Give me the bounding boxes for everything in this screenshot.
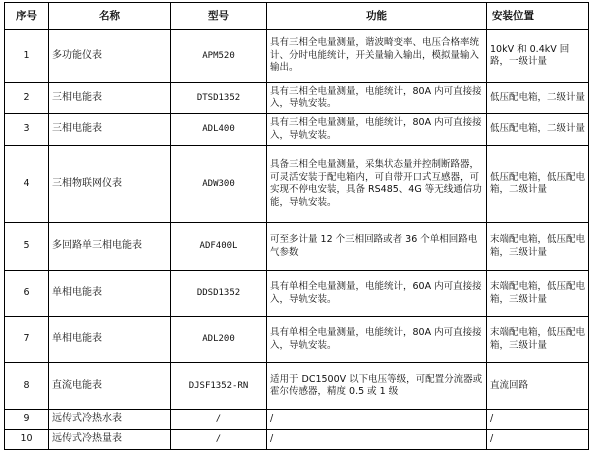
cell-function: 具有单相全电量测量，电能统计，80A 内可直接接入，导轨安装。 [267, 317, 487, 363]
header-name: 名称 [49, 3, 171, 30]
table-row [5, 410, 589, 430]
cell-function: 适用于 DC1500V 以下电压等级，可配置分流器或霍尔传感器，精度 0.5 或 1 级 [267, 363, 487, 410]
cell-location: 末端配电箱，低压配电箱，三级计量 [487, 271, 589, 317]
header-row [5, 3, 589, 30]
cell-location: / [487, 430, 589, 450]
cell-location: 10kV 和 0.4kV 回路，一级计量 [487, 30, 589, 83]
cell-function: 具有三相全电量测量，谐波畸变率、电压合格率统计、分时电能统计，开关量输入输出，模拟量输入输出。 [267, 30, 487, 83]
header-no: 序号 [5, 3, 49, 30]
cell-location: 低压配电箱，低压配电箱，二级计量 [487, 146, 589, 223]
table-row [5, 223, 589, 271]
cell-function: / [267, 430, 487, 450]
cell-model: ADL400 [171, 114, 267, 146]
meter-spec-table [4, 2, 589, 450]
cell-name: 三相物联网仪表 [49, 146, 171, 223]
cell-model: ADF400L [171, 223, 267, 271]
table-row [5, 146, 589, 223]
header-function: 功能 [267, 3, 487, 30]
table-row [5, 363, 589, 410]
cell-no: 5 [5, 223, 49, 271]
table-row [5, 430, 589, 450]
cell-no: 3 [5, 114, 49, 146]
cell-function: 具有三相全电量测量，电能统计，80A 内可直接接入，导轨安装。 [267, 83, 487, 114]
cell-model: / [171, 410, 267, 430]
cell-model: DJSF1352-RN [171, 363, 267, 410]
cell-no: 9 [5, 410, 49, 430]
cell-function: 可至多计量 12 个三相回路或者 36 个单相回路电气参数 [267, 223, 487, 271]
cell-no: 10 [5, 430, 49, 450]
table-row [5, 114, 589, 146]
cell-function: / [267, 410, 487, 430]
cell-model: APM520 [171, 30, 267, 83]
cell-no: 2 [5, 83, 49, 114]
cell-location: 直流回路 [487, 363, 589, 410]
cell-name: 远传式冷热量表 [49, 430, 171, 450]
cell-no: 8 [5, 363, 49, 410]
cell-location: 低压配电箱，二级计量 [487, 114, 589, 146]
cell-model: ADW300 [171, 146, 267, 223]
cell-location: 末端配电箱，低压配电箱，三级计量 [487, 317, 589, 363]
cell-location: 低压配电箱，二级计量 [487, 83, 589, 114]
cell-name: 单相电能表 [49, 271, 171, 317]
cell-model: ADL200 [171, 317, 267, 363]
table-row [5, 271, 589, 317]
cell-name: 三相电能表 [49, 83, 171, 114]
cell-no: 7 [5, 317, 49, 363]
cell-location: / [487, 410, 589, 430]
header-location: 安装位置 [487, 3, 589, 30]
cell-function: 具有单相全电量测量，电能统计，60A 内可直接接入，导轨安装。 [267, 271, 487, 317]
cell-name: 单相电能表 [49, 317, 171, 363]
cell-no: 1 [5, 30, 49, 83]
cell-name: 多回路单三相电能表 [49, 223, 171, 271]
cell-function: 具备三相全电量测量，采集状态量并控制断路器，可灵活安装于配电箱内，可自带开口式互感器，可实现不停电安装，具备 RS485、4G 等无线通信功能，导轨安装。 [267, 146, 487, 223]
table-row [5, 83, 589, 114]
cell-name: 直流电能表 [49, 363, 171, 410]
table-row [5, 317, 589, 363]
header-model: 型号 [171, 3, 267, 30]
cell-function: 具有三相全电量测量，电能统计，80A 内可直接接入，导轨安装。 [267, 114, 487, 146]
cell-model: DDSD1352 [171, 271, 267, 317]
cell-location: 末端配电箱，低压配电箱，三级计量 [487, 223, 589, 271]
cell-name: 远传式冷热水表 [49, 410, 171, 430]
cell-no: 6 [5, 271, 49, 317]
cell-name: 三相电能表 [49, 114, 171, 146]
cell-model: DTSD1352 [171, 83, 267, 114]
cell-name: 多功能仪表 [49, 30, 171, 83]
cell-model: / [171, 430, 267, 450]
cell-no: 4 [5, 146, 49, 223]
table-row [5, 30, 589, 83]
